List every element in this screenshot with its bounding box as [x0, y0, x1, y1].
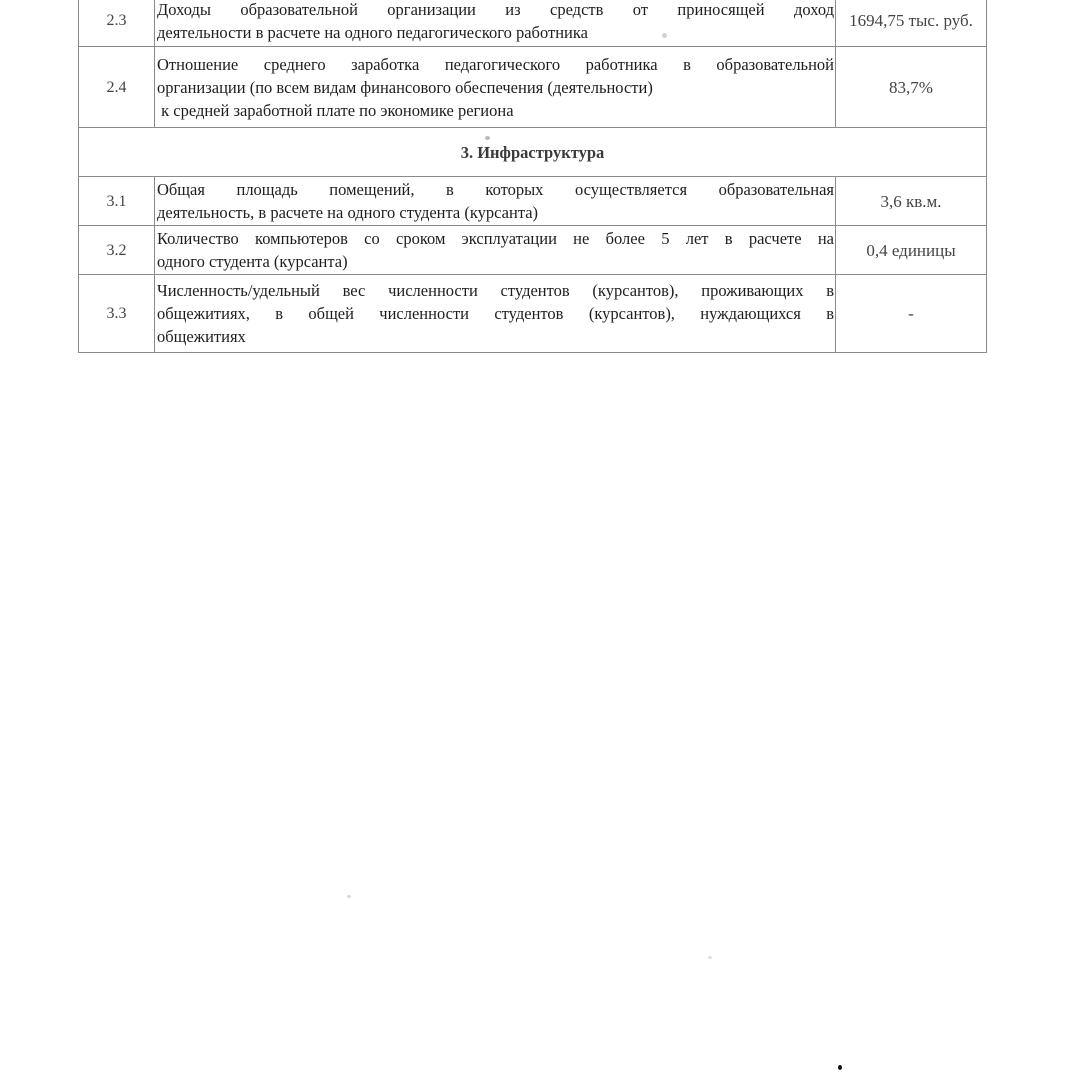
- description-line: общежитиях, в общей численности студентов (курсантов), нуждающихся в: [157, 304, 834, 323]
- table-row-3-1: [79, 177, 987, 226]
- indicator-value: 3,6 кв.м.: [836, 177, 987, 226]
- row-number: 3.2: [79, 226, 155, 275]
- scan-speck: [485, 136, 490, 140]
- scan-dot: [838, 1065, 842, 1070]
- indicators-table: [78, 0, 987, 353]
- row-number: 3.1: [79, 177, 155, 226]
- table-row-2-4: [79, 47, 987, 128]
- description-line: к средней заработной плате по экономике региона: [157, 100, 514, 120]
- scan-speck: [662, 33, 667, 38]
- indicator-description: [155, 275, 836, 353]
- table-row-3-2: [79, 226, 987, 275]
- description-line: Доходы образовательной организации из средств от приносящей доход: [157, 0, 834, 19]
- table-row-2-3: [79, 0, 987, 47]
- row-number: 3.3: [79, 275, 155, 353]
- row-number: 2.4: [79, 47, 155, 128]
- description-line: Общая площадь помещений, в которых осуществляется образовательная: [157, 180, 834, 199]
- indicator-value: 0,4 единицы: [836, 226, 987, 275]
- indicator-value: 83,7%: [836, 47, 987, 128]
- scan-speck: [347, 895, 351, 898]
- description-line: общежитиях: [157, 327, 246, 346]
- indicator-value: 1694,75 тыс. руб.: [836, 0, 987, 47]
- description-line: Отношение среднего заработка педагогического работника в образовательной: [157, 54, 834, 74]
- row-number: 2.3: [79, 0, 155, 47]
- description-line: деятельности в расчете на одного педагогического работника: [157, 22, 588, 42]
- description-line: организации (по всем видам финансового обеспечения (деятельности): [157, 77, 653, 97]
- description-line: Численность/удельный вес численности студентов (курсантов), проживающих в: [157, 281, 834, 300]
- description-line: одного студента (курсанта): [157, 252, 348, 271]
- indicator-description: [155, 0, 836, 47]
- indicator-description: [155, 177, 836, 226]
- indicator-description: [155, 226, 836, 275]
- description-line: деятельность, в расчете на одного студента (курсанта): [157, 203, 539, 222]
- indicator-value: -: [836, 275, 987, 353]
- section-title: 3. Инфраструктура: [79, 128, 987, 177]
- scan-speck: [708, 956, 712, 959]
- indicator-description: [155, 47, 836, 128]
- description-line: Количество компьютеров со сроком эксплуатации не более 5 лет в расчете на: [157, 229, 834, 248]
- table-row-3-3: [79, 275, 987, 353]
- section-header-row: [79, 128, 987, 177]
